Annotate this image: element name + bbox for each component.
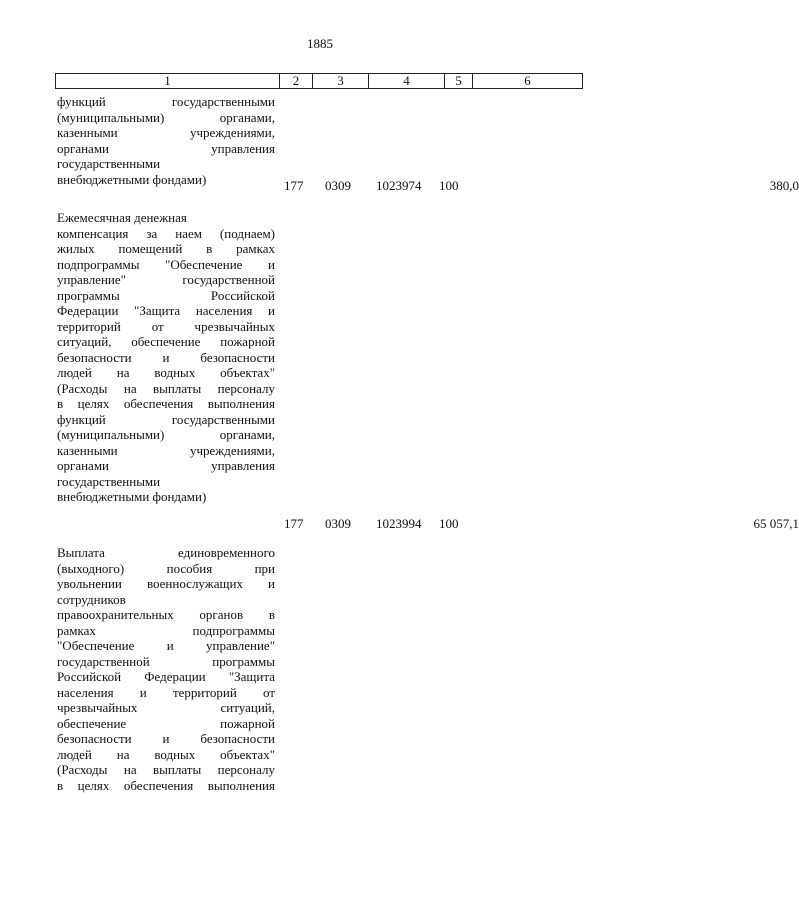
description-line: государственными <box>57 156 161 171</box>
description-line: (Расходы на выплаты персоналу <box>57 380 275 396</box>
page-number: 1885 <box>307 36 333 51</box>
target-code: 1023994 <box>376 516 422 531</box>
description-line: людей на водных объектах" <box>57 365 275 380</box>
description-line: Ежемесячная денежная <box>57 210 187 225</box>
description-line: увольнении военнослужащих и <box>57 576 275 591</box>
column-header-5: 5 <box>444 74 472 88</box>
description-line: Российской Федерации "Защита <box>57 669 275 684</box>
column-header-4: 4 <box>368 74 444 88</box>
expense-type-code: 100 <box>439 516 459 531</box>
description-line: в целях обеспечения выполнения <box>57 396 275 411</box>
target-code: 1023974 <box>376 178 422 193</box>
description-line: правоохранительных органов в <box>57 607 275 622</box>
table-row <box>57 94 799 193</box>
description-line: ситуаций, обеспечение пожарной <box>57 334 275 349</box>
description-line: территорий от чрезвычайных <box>57 318 275 334</box>
expense-type-code: 100 <box>439 178 459 193</box>
description-line: жилых помещений в рамках <box>57 241 275 256</box>
description-line: функций государственными <box>57 94 275 109</box>
section-code: 0309 <box>325 516 351 531</box>
description-line: государственными <box>57 473 161 489</box>
description-line: (муниципальными) органами, <box>57 427 275 442</box>
description-line: людей на водных объектах" <box>57 746 275 762</box>
description-line: чрезвычайных ситуаций, <box>57 700 275 715</box>
row-description <box>57 210 275 505</box>
description-line: государственной программы <box>57 653 275 669</box>
row-description <box>57 545 275 793</box>
description-line: безопасности и безопасности <box>57 731 275 746</box>
table-header-row <box>55 73 583 89</box>
description-line: "Обеспечение и управление" <box>57 638 275 653</box>
ministry-code: 177 <box>284 178 304 193</box>
column-header-6: 6 <box>472 74 582 88</box>
description-line: населения и территорий от <box>57 684 275 700</box>
description-line: (выходного) пособия при <box>57 560 275 576</box>
description-line: (Расходы на выплаты персоналу <box>57 762 275 777</box>
row-description <box>57 94 275 187</box>
description-line: безопасности и безопасности <box>57 349 275 365</box>
amount: 65 057,1 <box>753 516 799 531</box>
description-line: в целях обеспечения выполнения <box>57 777 275 793</box>
section-code: 0309 <box>325 178 351 193</box>
table-row <box>57 210 799 531</box>
description-line: Выплата единовременного <box>57 545 275 560</box>
description-line: казенными учреждениями, <box>57 442 275 458</box>
description-line: функций государственными <box>57 411 275 427</box>
description-line: казенными учреждениями, <box>57 125 275 140</box>
description-line: органами управления <box>57 140 275 156</box>
table-row <box>57 545 275 793</box>
amount: 380,0 <box>769 178 799 193</box>
description-line: рамках подпрограммы <box>57 622 275 638</box>
description-line: программы Российской <box>57 287 275 303</box>
ministry-code: 177 <box>284 516 304 531</box>
column-header-1: 1 <box>164 73 171 88</box>
description-line: Федерации "Защита населения и <box>57 303 275 318</box>
description-line: компенсация за наем (поднаем) <box>57 225 275 241</box>
description-line: обеспечение пожарной <box>57 715 275 731</box>
description-line: сотрудников <box>57 591 126 607</box>
description-line: подпрограммы "Обеспечение и <box>57 256 275 272</box>
description-line: (муниципальными) органами, <box>57 109 275 125</box>
column-header-2: 2 <box>279 74 312 88</box>
description-line: внебюджетными фондами) <box>57 489 207 504</box>
description-line: внебюджетными фондами) <box>57 171 207 187</box>
description-line: управление" государственной <box>57 272 275 287</box>
description-line: органами управления <box>57 458 275 473</box>
column-header-3: 3 <box>312 74 368 88</box>
